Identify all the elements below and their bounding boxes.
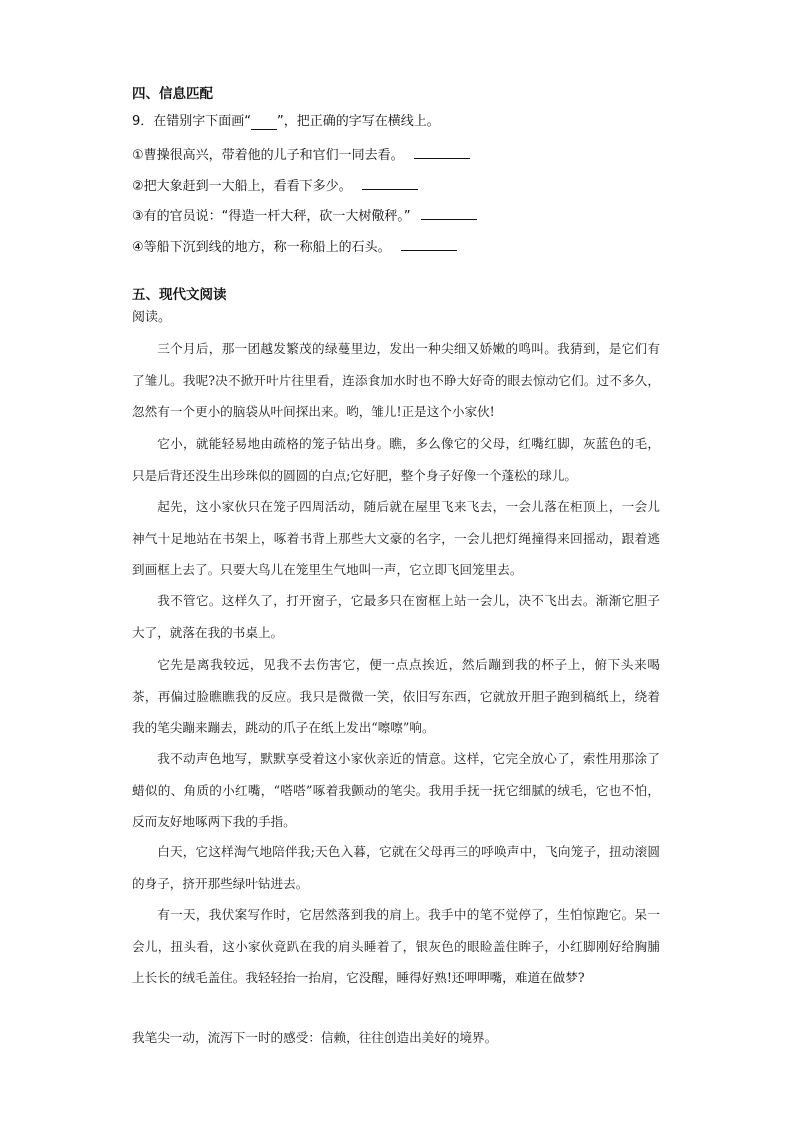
passage-paragraph: 我不动声色地写，默默享受着这小家伙亲近的情意。这样，它完全放心了，索性用那涂了蜡似的、角质的小红嘴，“嗒嗒”啄着我颤动的笔尖。我用手抚一抚它细腻的绒毛，它也不怕，反而友好地啄两下我的手指。	[132, 751, 660, 829]
answer-blank[interactable]	[401, 249, 457, 251]
question-9-suffix: ”，把正确的字写在横线上。	[277, 114, 440, 129]
passage-paragraph: 有一天，我伏案写作时，它居然落到我的肩上。我手中的笔不觉停了，生怕惊跑它。呆一会儿，扭头看，这小家伙竟趴在我的肩头睡着了，银灰色的眼睑盖住眸子，小红脚刚好给胸脯上长长的绒毛盖住。我轻轻抬一抬肩，它没醒，睡得好熟!还呷呷嘴，难道在做梦?	[132, 907, 660, 985]
passage-paragraph: 我不管它。这样久了，打开窗子，它最多只在窗框上站一会儿，决不飞出去。渐渐它胆子大了，就落在我的书桌上。	[132, 593, 660, 640]
question-9	[132, 110, 440, 130]
item-text: ①曹操很高兴，带着他的儿子和官们一同去看。	[132, 148, 404, 163]
passage-paragraph: 它小，就能轻易地由疏格的笼子钻出身。瞧，多么像它的父母，红嘴红脚，灰蓝色的毛，只是后背还没生出珍珠似的圆圆的白点;它好肥，整个身子好像一个蓬松的球儿。	[132, 436, 660, 483]
passage-paragraph: 起先，这小家伙只在笼子四周活动，随后就在屋里飞来飞去，一会儿落在柜顶上，一会儿神气十足地站在书架上，啄着书背上那些大文豪的名字，一会儿把灯绳撞得来回摇动，跟着逃到画框上去了。只要大鸟儿在笼里生气地叫一声，它立即飞回笼里去。	[132, 499, 660, 577]
passage-paragraph: 我笔尖一动，流泻下一时的感受：信赖，往往创造出美好的境界。	[132, 1030, 498, 1045]
question-9-prefix: 9．在错别字下面画“	[132, 114, 252, 129]
item-text: ②把大象赶到一大船上，看看下多少。	[132, 179, 352, 194]
passage-paragraph: 它先是离我较远，见我不去伤害它，便一点点挨近，然后蹦到我的杯子上，俯下头来喝茶，再偏过脸瞧瞧我的反应。我只是微微一笑，依旧写东西，它就放开胆子跑到稿纸上，绕着我的笔尖蹦来蹦去，跳动的爪子在纸上发出“嚓嚓”响。	[132, 657, 660, 735]
item-text: ④等船下沉到线的地方，称一称船上的石头。	[132, 240, 391, 255]
answer-blank[interactable]	[414, 157, 470, 159]
question-item-2	[132, 175, 418, 194]
reading-instruction: 阅读。	[132, 310, 172, 325]
answer-blank[interactable]	[362, 188, 418, 190]
passage-paragraph: 白天，它这样淘气地陪伴我;天色入暮，它就在父母再三的呼唤声中，飞向笼子，扭动滚圆的身子，挤开那些绿叶钻进去。	[132, 844, 660, 891]
answer-blank[interactable]	[421, 218, 477, 220]
question-item-3	[132, 205, 477, 224]
section-title-modern-reading: 五、现代文阅读	[132, 287, 227, 303]
question-item-4	[132, 236, 457, 255]
underline-sample	[251, 114, 277, 130]
item-text: ③有的官员说：“得造一杆大秤，砍一大树儆秤。”	[132, 209, 411, 224]
section-title-info-matching: 四、信息匹配	[132, 86, 213, 102]
question-item-1	[132, 144, 470, 163]
passage-paragraph: 三个月后，那一团越发繁茂的绿蔓里边，发出一种尖细又娇嫩的鸣叫。我猜到，是它们有了雏儿。我呢?决不掀开叶片往里看，连添食加水时也不睁大好奇的眼去惊动它们。过不多久，忽然有一个更小的脑袋从叶间探出来。哟，雏儿!正是这个小家伙!	[132, 341, 660, 419]
